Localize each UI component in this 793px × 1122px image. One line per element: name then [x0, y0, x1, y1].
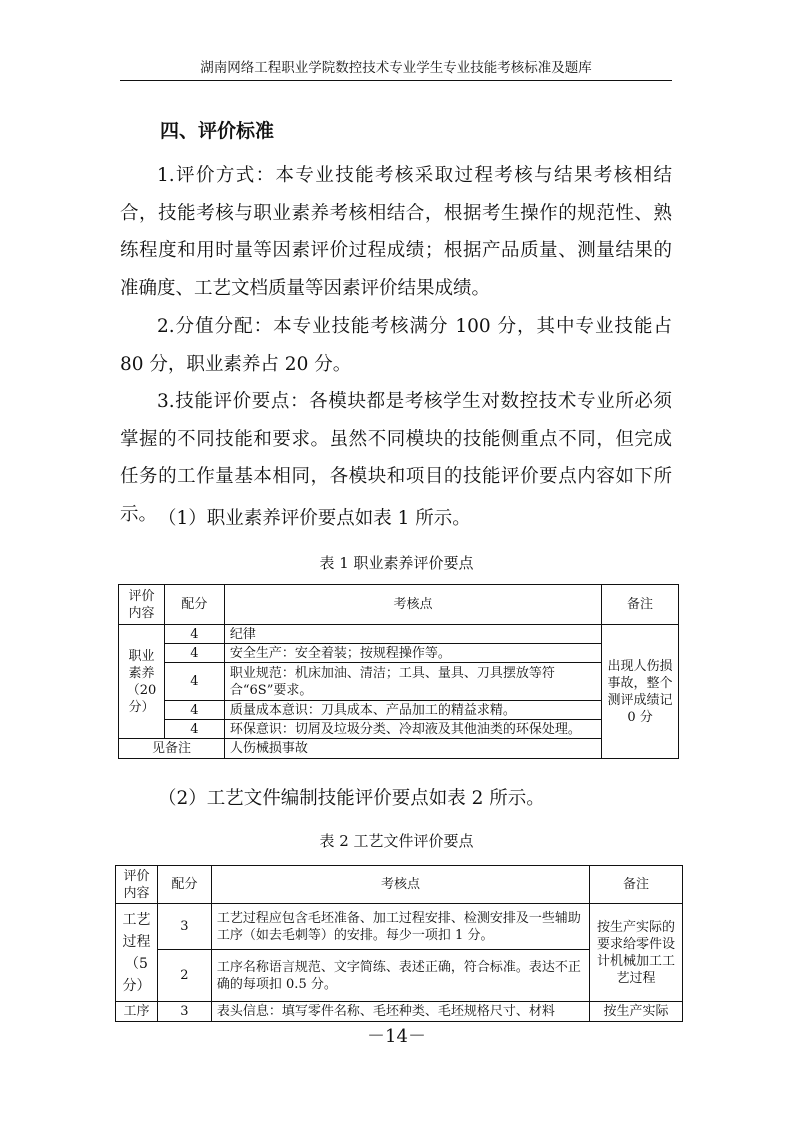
table1-point: 职业规范：机床加油、清洁；工具、量具、刀具摆放等符合“6S”要求。	[224, 663, 601, 701]
table2-remark: 按生产实际的要求给零件设计机械加工工艺过程	[590, 904, 683, 1002]
table1-header-score: 配分	[164, 585, 224, 625]
table-row	[119, 644, 679, 663]
table2-category: 工艺过程（5分）	[116, 904, 158, 1002]
table-row	[119, 720, 679, 739]
table1-point: 人伤械损事故	[224, 739, 601, 759]
table2-score: 3	[157, 1002, 211, 1022]
table2-score: 2	[157, 950, 211, 1002]
table2-remark-next: 按生产实际	[590, 1002, 683, 1022]
table2-header-row	[116, 866, 683, 904]
table1-point: 安全生产：安全着装；按规程操作等。	[224, 644, 601, 663]
table1-header-point: 考核点	[224, 585, 601, 625]
table-row	[119, 625, 679, 644]
table-row	[119, 701, 679, 720]
table1-caption: 表 1 职业素养评价要点	[319, 554, 474, 572]
table1-score: 4	[164, 644, 224, 663]
table-row	[116, 904, 683, 950]
paragraph-evaluation-method: 1.评价方式：本专业技能考核采取过程考核与结果考核相结合，技能考核与职业素养考核相结合，根据考生操作的规范性、熟练程度和用时量等因素评价过程成绩；根据产品质量、测量结果的准确度、工艺文档质量等因素评价结果成绩。	[120, 165, 672, 299]
table1-point: 质量成本意识：刀具成本、产品加工的精益求精。	[224, 701, 601, 720]
table2-header-remark: 备注	[590, 866, 683, 904]
table1-point: 环保意识：切屑及垃圾分类、冷却液及其他油类的环保处理。	[224, 720, 601, 739]
table1-point: 纪律	[224, 625, 601, 644]
subheading-table1-ref: （1）职业素养评价要点如表 1 所示。	[158, 508, 471, 529]
table1-category: 职业素养（20分）	[119, 625, 165, 739]
table1-score: 4	[164, 720, 224, 739]
table-row	[119, 739, 679, 759]
section-title: 四、评价标准	[160, 120, 275, 142]
table2-header-score: 配分	[157, 866, 211, 904]
table-row	[119, 663, 679, 701]
paragraph-score-distribution: 2.分值分配：本专业技能考核满分 100 分，其中专业技能占 80 分，职业素养占 20 分。	[120, 316, 672, 375]
table1-header-remark: 备注	[602, 585, 679, 625]
table-process-document	[115, 865, 683, 1022]
table-professional-quality	[118, 584, 679, 759]
table1-remark: 出现人伤损事故，整个测评成绩记 0 分	[602, 625, 679, 759]
header-rule	[120, 80, 672, 81]
table2-point: 工序名称语言规范、文字简练、表述正确，符合标准。表达不正确的每项扣 0.5 分。	[211, 950, 589, 1002]
table1-score: 4	[164, 625, 224, 644]
table1-header-content: 评价内容	[119, 585, 165, 625]
table-row	[116, 1002, 683, 1022]
table1-header-row	[119, 585, 679, 625]
running-header: 湖南网络工程职业学院数控技术专业学生专业技能考核标准及题库	[200, 60, 592, 76]
table2-caption: 表 2 工艺文件评价要点	[319, 832, 474, 850]
paragraph-skill-points: 3.技能评价要点：各模块都是考核学生对数控技术专业所必须掌握的不同技能和要求。虽然不同模块的技能侧重点不同，但完成任务的工作量基本相同，各模块和项目的技能评价要点内容如下所示。	[120, 391, 672, 525]
table2-score: 3	[157, 904, 211, 950]
table2-header-point: 考核点	[211, 866, 589, 904]
table1-score: 4	[164, 701, 224, 720]
table2-point: 表头信息：填写零件名称、毛坯种类、毛坯规格尺寸、材料	[211, 1002, 589, 1022]
table2-header-content: 评价内容	[116, 866, 158, 904]
table1-score: 4	[164, 663, 224, 701]
page-number: －14－	[367, 1026, 426, 1047]
table1-see-remark: 见备注	[119, 739, 225, 759]
table2-category-next: 工序	[116, 1002, 158, 1022]
subheading-table2-ref: （2）工艺文件编制技能评价要点如表 2 所示。	[158, 788, 545, 809]
table2-point: 工艺过程应包含毛坯准备、加工过程安排、检测安排及一些辅助工序（如去毛刺等）的安排。每少一项扣 1 分。	[211, 904, 589, 950]
